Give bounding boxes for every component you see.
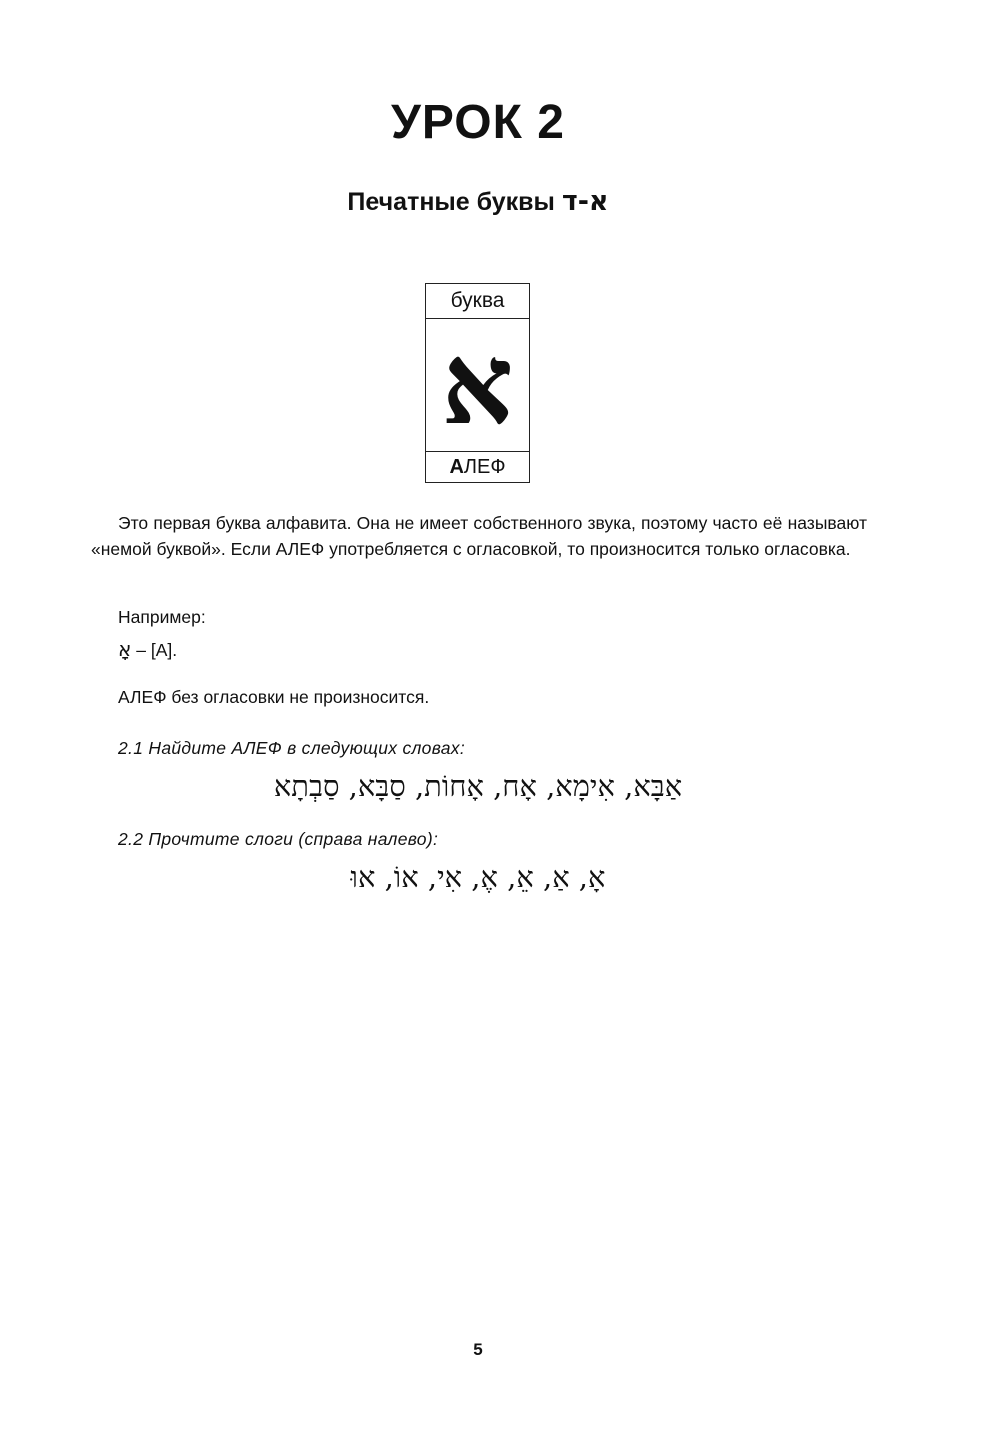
- example-transcription: – [А].: [131, 640, 178, 660]
- letter-card: [425, 283, 530, 483]
- example-line: [118, 637, 177, 661]
- example-hebrew: אָ: [118, 637, 132, 661]
- subtitle-text: Печатные буквы: [347, 188, 562, 216]
- exercise-2-1-title: 2.1 Найдите АЛЕФ в следующих словах:: [118, 738, 466, 758]
- letter-card-glyph: א: [426, 319, 529, 452]
- page-title: УРОК 2: [391, 96, 565, 149]
- letter-card-label: буква: [426, 284, 529, 319]
- letter-name-rest: ЛЕФ: [463, 456, 506, 478]
- page-subtitle: [0, 186, 956, 217]
- intro-paragraph: Это первая буква алфавита. Она не имеет собственного звука, поэтому часто её называют «немой буквой». Если АЛЕФ употребляется с огласовкой, то произносится только огласовка.: [91, 513, 867, 559]
- letter-name-bold: А: [449, 456, 464, 478]
- letter-card-name: [426, 452, 529, 483]
- no-vowel-note: АЛЕФ без огласовки не произносится.: [118, 687, 430, 707]
- exercise-2-2-title: 2.2 Прочтите слоги (справа налево):: [118, 829, 439, 849]
- exercise-2-2-syllables: אָ, אַ, אֵ, אֶ, אִי, אוֹ, אוּ: [350, 860, 606, 894]
- example-label: Например:: [118, 607, 206, 627]
- exercise-2-1-words: אַבָּא, אִימָא, אָח, אָחוֹת, סַבָּא, סַבְתָא: [273, 769, 683, 803]
- subtitle-hebrew-letters: א-ד: [561, 186, 609, 217]
- page-number: 5: [473, 1340, 483, 1359]
